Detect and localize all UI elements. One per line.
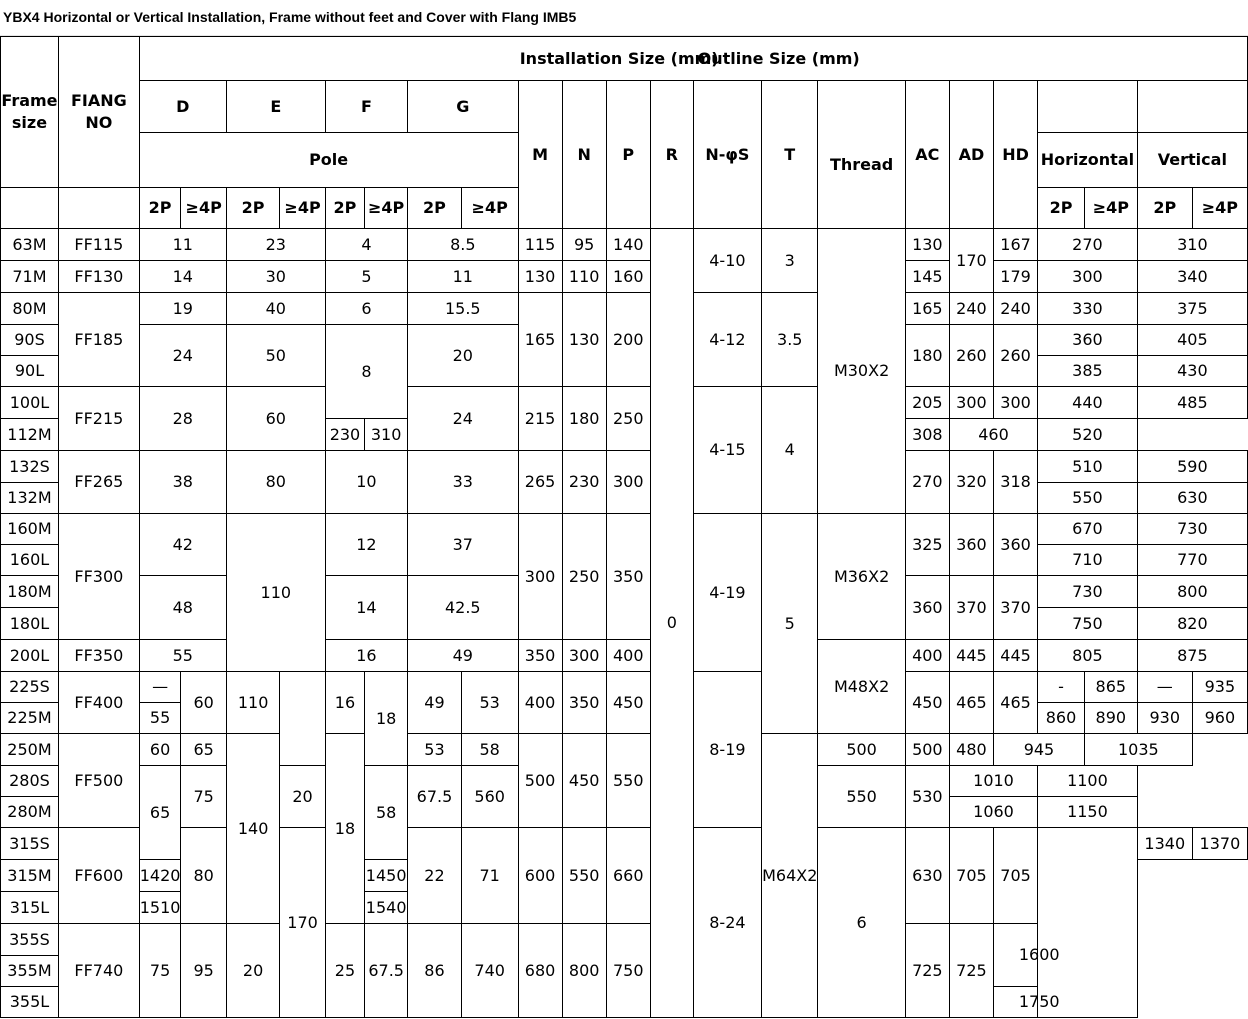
table-row — [1, 672, 1248, 703]
cell-frame: 132S — [1, 451, 59, 483]
cell-e: 110 — [226, 514, 325, 672]
cell-ac: 145 — [905, 261, 949, 293]
cell-n: 250 — [562, 514, 606, 640]
header-G-4p: ≥4P — [461, 188, 518, 229]
cell-v4: 935 — [1192, 672, 1247, 703]
cell-f: 5 — [325, 261, 407, 293]
cell-thread: M48X2 — [818, 640, 905, 734]
cell-d2: 60 — [139, 734, 181, 766]
header-T: T — [762, 81, 818, 229]
cell-horizontal: 300 — [1038, 261, 1138, 293]
cell-f2: 20 — [226, 924, 279, 1018]
cell-vertical: 1600 — [994, 924, 1085, 987]
cell-g4: 86 — [408, 924, 462, 1018]
cell-n: 180 — [562, 387, 606, 451]
cell-vertical: 485 — [1137, 387, 1247, 419]
cell-g: 24 — [408, 387, 518, 451]
cell-v4: 960 — [1192, 703, 1247, 734]
cell-horizontal: 510 — [1038, 451, 1138, 483]
cell-h2: - — [1038, 672, 1085, 703]
cell-f4: 25 — [325, 924, 364, 1018]
cell-d2: 55 — [139, 703, 181, 734]
table-row — [1, 229, 1248, 261]
cell-g: 37 — [408, 514, 518, 576]
cell-p: 400 — [606, 640, 650, 672]
cell-v2: 1510 — [139, 892, 181, 924]
cell-ad: 300 — [949, 387, 993, 419]
header-AC: AC — [905, 81, 949, 229]
cell-g2: 49 — [408, 672, 462, 734]
cell-frame: 180M — [1, 576, 59, 608]
cell-flange: FF600 — [58, 828, 139, 924]
cell-flange: FF500 — [58, 734, 139, 828]
cell-hd: 360 — [994, 514, 1038, 576]
cell-f2: 16 — [325, 672, 364, 734]
cell-ac: 180 — [905, 325, 949, 387]
cell-vertical: 520 — [1038, 419, 1138, 451]
cell-n: 95 — [562, 229, 606, 261]
cell-horizontal: 750 — [1038, 608, 1138, 640]
cell-n: 550 — [562, 828, 606, 924]
cell-ac: 750 — [606, 924, 650, 1018]
cell-f: 4 — [325, 229, 407, 261]
header-n-phi-s: N-φS — [693, 81, 761, 229]
header-flange-no: FIANG NO — [58, 37, 139, 188]
cell-hd: 260 — [994, 325, 1038, 387]
cell-vertical: 430 — [1137, 356, 1247, 387]
cell-horizontal: 670 — [1038, 514, 1138, 545]
cell-frame: 90S — [1, 325, 59, 356]
cell-d: 14 — [139, 261, 226, 293]
cell-hd: 445 — [994, 640, 1038, 672]
cell-ad: 465 — [949, 672, 993, 734]
header-V-2p: 2P — [1137, 188, 1192, 229]
cell-horizontal: 360 — [1038, 325, 1138, 356]
cell-f: 12 — [325, 514, 407, 576]
cell-frame: 315S — [1, 828, 59, 860]
cell-v4: 1450 — [365, 860, 408, 892]
cell-g: 8.5 — [408, 229, 518, 261]
cell-hd: 370 — [994, 576, 1038, 640]
cell-vertical: 1100 — [1038, 766, 1138, 797]
cell-d2: — — [139, 672, 181, 703]
cell-f4: 20 — [280, 766, 325, 828]
header-R: R — [650, 81, 693, 229]
cell-r: 0 — [650, 229, 693, 1018]
cell-d2: 75 — [139, 924, 181, 1018]
cell-d4: 65 — [181, 734, 226, 766]
cell-nphis: 8-24 — [693, 828, 761, 1018]
cell-ad: 310 — [365, 419, 408, 451]
cell-frame: 80M — [1, 293, 59, 325]
cell-flange: FF300 — [58, 514, 139, 640]
header-pole: Pole — [139, 133, 518, 188]
cell-frame: 90L — [1, 356, 59, 387]
cell-p: 300 — [606, 451, 650, 514]
cell-f4: 18 — [365, 672, 408, 766]
cell-nphis: 4-12 — [693, 293, 761, 387]
cell-horizontal: 730 — [1038, 576, 1138, 608]
cell-h4: 865 — [1084, 672, 1137, 703]
cell-g4: 67.5 — [408, 766, 462, 828]
cell-t: 4 — [762, 387, 818, 514]
cell-frame: 132M — [1, 483, 59, 514]
cell-t: 5 — [762, 514, 818, 734]
cell-t: 3.5 — [762, 293, 818, 387]
cell-frame: 160M — [1, 514, 59, 545]
cell-hd: 308 — [905, 419, 949, 451]
cell-m: 130 — [518, 261, 562, 293]
header-horizontal: Horizontal — [1038, 133, 1138, 188]
cell-p: 140 — [606, 229, 650, 261]
cell-hd: 480 — [949, 734, 993, 766]
cell-hd: 167 — [994, 229, 1038, 261]
cell-d: 55 — [139, 640, 226, 672]
cell-h2: 860 — [1038, 703, 1085, 734]
cell-m: 600 — [518, 828, 562, 924]
cell-v2: — — [1137, 672, 1192, 703]
spec-table — [0, 36, 1248, 1018]
cell-h4: 890 — [1084, 703, 1137, 734]
header-frame-cont — [1, 188, 59, 229]
cell-vertical: 820 — [1137, 608, 1247, 640]
cell-horizontal: 440 — [1038, 387, 1138, 419]
cell-d: 24 — [139, 325, 226, 387]
cell-hd: 530 — [905, 766, 949, 828]
header-thread: Thread — [818, 81, 905, 229]
cell-p: 160 — [606, 261, 650, 293]
cell-g: 20 — [408, 325, 518, 387]
cell-g2: 58 — [365, 766, 408, 860]
cell-flange: FF130 — [58, 261, 139, 293]
cell-flange: FF215 — [58, 387, 139, 451]
cell-d4: 95 — [181, 924, 226, 1018]
cell-g: 49 — [408, 640, 518, 672]
cell-vertical: 630 — [1137, 483, 1247, 514]
cell-vertical: 310 — [1137, 229, 1247, 261]
cell-horizontal: 1010 — [949, 766, 1037, 797]
cell-frame: 315L — [1, 892, 59, 924]
cell-hd: 725 — [949, 924, 993, 1018]
cell-ad: 445 — [949, 640, 993, 672]
cell-frame: 225S — [1, 672, 59, 703]
cell-v2: 1340 — [1137, 828, 1192, 860]
cell-hd: 465 — [994, 672, 1038, 734]
header-F: F — [325, 81, 407, 133]
table-row — [1, 387, 1248, 419]
cell-vertical: 340 — [1137, 261, 1247, 293]
header-F-2p: 2P — [325, 188, 364, 229]
cell-n: 680 — [518, 924, 562, 1018]
page-title: YBX4 Horizontal or Vertical Installation, Frame without feet and Cover with Flang IMB5 — [3, 9, 577, 25]
cell-horizontal: 460 — [949, 419, 1037, 451]
cell-f: 14 — [325, 576, 407, 640]
cell-g: 11 — [408, 261, 518, 293]
cell-ad: 170 — [949, 229, 993, 293]
cell-flange: FF115 — [58, 229, 139, 261]
header-D: D — [139, 81, 226, 133]
cell-e2: 140 — [226, 734, 279, 924]
cell-flange: FF185 — [58, 293, 139, 387]
cell-e4 — [280, 672, 325, 766]
cell-e4: 170 — [280, 828, 325, 1018]
cell-d: 11 — [139, 229, 226, 261]
cell-horizontal: 385 — [1038, 356, 1138, 387]
header-M: M — [518, 81, 562, 229]
cell-d: 19 — [139, 293, 226, 325]
cell-frame: 200L — [1, 640, 59, 672]
cell-horizontal: 805 — [1038, 640, 1138, 672]
cell-nphis: 8-19 — [693, 672, 761, 828]
cell-e2: 110 — [226, 672, 279, 734]
cell-t: 6 — [818, 828, 905, 1018]
cell-g: 15.5 — [408, 293, 518, 325]
cell-ac: 360 — [905, 576, 949, 640]
cell-frame: 280S — [1, 766, 59, 797]
cell-ad: 360 — [949, 514, 993, 576]
cell-frame: 355M — [1, 956, 59, 987]
header-frame-size: Frame size — [1, 37, 59, 188]
cell-hd: 300 — [994, 387, 1038, 419]
cell-m: 265 — [518, 451, 562, 514]
cell-frame: 225M — [1, 703, 59, 734]
header-D-4p: ≥4P — [181, 188, 226, 229]
cell-d4: 80 — [181, 828, 226, 924]
table-row — [1, 734, 1248, 766]
cell-g4: 71 — [461, 828, 518, 924]
cell-ac: 560 — [461, 766, 518, 828]
cell-hd: 318 — [994, 451, 1038, 514]
header-G-2p: 2P — [408, 188, 462, 229]
cell-frame: 315M — [1, 860, 59, 892]
header-N: N — [562, 81, 606, 229]
cell-nphis: 4-10 — [693, 229, 761, 293]
cell-p: 250 — [606, 387, 650, 451]
cell-horizontal: 270 — [1038, 229, 1138, 261]
cell-vertical: 590 — [1137, 451, 1247, 483]
table-row — [1, 293, 1248, 325]
cell-vertical: 770 — [1137, 545, 1247, 576]
cell-d4: 60 — [181, 672, 226, 734]
cell-m: 215 — [518, 387, 562, 451]
cell-m: 300 — [518, 514, 562, 640]
cell-ac: 450 — [905, 672, 949, 734]
cell-flange: FF350 — [58, 640, 139, 672]
cell-ac: 325 — [905, 514, 949, 576]
cell-e: 60 — [226, 387, 325, 451]
cell-frame: 160L — [1, 545, 59, 576]
cell-vertical: 875 — [1137, 640, 1247, 672]
cell-m: 115 — [518, 229, 562, 261]
cell-m: 400 — [518, 672, 562, 734]
header-AD: AD — [949, 81, 993, 229]
header-E: E — [226, 81, 325, 133]
header-P: P — [606, 81, 650, 229]
cell-e: 23 — [226, 229, 325, 261]
cell-frame: 100L — [1, 387, 59, 419]
header-H-2p: 2P — [1038, 188, 1085, 229]
cell-ac: 165 — [905, 293, 949, 325]
cell-hd: 705 — [994, 828, 1038, 924]
cell-p: 450 — [606, 672, 650, 734]
cell-v4: 1370 — [1192, 828, 1247, 860]
cell-v2: 930 — [1137, 703, 1192, 734]
header-G: G — [408, 81, 518, 133]
cell-frame: 250M — [1, 734, 59, 766]
cell-g4: 58 — [461, 734, 518, 766]
header-F-4p: ≥4P — [365, 188, 408, 229]
cell-m: 740 — [461, 924, 518, 1018]
table-row — [1, 828, 1248, 860]
cell-f: 16 — [325, 640, 407, 672]
cell-ad: 370 — [949, 576, 993, 640]
cell-ac: 230 — [325, 419, 364, 451]
cell-e: 40 — [226, 293, 325, 325]
cell-f4: 22 — [408, 828, 462, 924]
cell-g: 33 — [408, 451, 518, 514]
cell-ac: 130 — [905, 229, 949, 261]
cell-thread: M30X2 — [818, 229, 905, 514]
cell-horizontal: 550 — [1038, 483, 1138, 514]
header-D-2p: 2P — [139, 188, 181, 229]
cell-vertical: 730 — [1137, 514, 1247, 545]
header-E-2p: 2P — [226, 188, 279, 229]
cell-frame: 280M — [1, 797, 59, 828]
cell-frame: 71M — [1, 261, 59, 293]
cell-n: 350 — [562, 672, 606, 734]
cell-d: 28 — [139, 387, 226, 451]
cell-vertical: 800 — [1137, 576, 1247, 608]
table-row — [1, 514, 1248, 545]
cell-hd: 179 — [994, 261, 1038, 293]
cell-e: 50 — [226, 325, 325, 387]
cell-d2: 65 — [139, 766, 181, 860]
cell-t: 3 — [762, 229, 818, 293]
header-flange-cont — [58, 188, 139, 229]
cell-frame: 180L — [1, 608, 59, 640]
table-row — [1, 924, 1248, 956]
cell-frame: 355L — [1, 987, 59, 1018]
cell-ad: 260 — [949, 325, 993, 387]
cell-ac: 630 — [905, 828, 949, 924]
header-outline-size — [697, 37, 1248, 81]
header-E-4p: ≥4P — [280, 188, 325, 229]
cell-ad: 240 — [949, 293, 993, 325]
cell-ad: 500 — [905, 734, 949, 766]
cell-ad: 725 — [905, 924, 949, 1018]
cell-hd: 240 — [994, 293, 1038, 325]
cell-p: 660 — [606, 828, 650, 924]
cell-ad: 705 — [949, 828, 993, 924]
cell-d: 48 — [139, 576, 226, 640]
cell-ad: 550 — [818, 766, 905, 828]
cell-thread: M64X2 — [762, 734, 818, 1018]
cell-n: 130 — [562, 293, 606, 387]
cell-f: 8 — [325, 325, 407, 419]
header-HD: HD — [994, 81, 1038, 229]
cell-vertical: 375 — [1137, 293, 1247, 325]
cell-horizontal: 330 — [1038, 293, 1138, 325]
cell-d: 38 — [139, 451, 226, 514]
cell-flange: FF265 — [58, 451, 139, 514]
cell-g2: 67.5 — [365, 924, 408, 1018]
cell-n: 110 — [562, 261, 606, 293]
cell-frame: 112M — [1, 419, 59, 451]
cell-frame: 63M — [1, 229, 59, 261]
cell-horizontal: 945 — [994, 734, 1085, 766]
header-V-4p: ≥4P — [1192, 188, 1247, 229]
header-H-4p: ≥4P — [1084, 188, 1137, 229]
header-horizontal-blank — [1038, 81, 1138, 133]
cell-ac: 400 — [905, 640, 949, 672]
cell-f: 10 — [325, 451, 407, 514]
cell-flange: FF740 — [58, 924, 139, 1018]
cell-horizontal: 1060 — [949, 797, 1037, 828]
cell-p: 800 — [562, 924, 606, 1018]
cell-d: 42 — [139, 514, 226, 576]
cell-g: 42.5 — [408, 576, 518, 640]
cell-e: 80 — [226, 451, 325, 514]
cell-vertical: 1750 — [994, 987, 1085, 1018]
cell-v2: 1420 — [139, 860, 181, 892]
table-row — [1, 261, 1248, 293]
cell-frame: 355S — [1, 924, 59, 956]
cell-ac: 205 — [905, 387, 949, 419]
cell-d4: 75 — [181, 766, 226, 828]
cell-p: 350 — [606, 514, 650, 640]
cell-n: 450 — [562, 734, 606, 828]
installation-size-label: Installation Size (mm) — [519, 48, 719, 68]
cell-vertical: 1150 — [1038, 797, 1138, 828]
cell-thread: M36X2 — [818, 514, 905, 640]
table-row — [1, 640, 1248, 672]
cell-flange: FF400 — [58, 672, 139, 734]
cell-g2: 53 — [408, 734, 462, 766]
cell-p: 200 — [606, 293, 650, 387]
outline-size-label: Outline Size (mm) — [697, 48, 860, 68]
cell-m: 350 — [518, 640, 562, 672]
cell-v4: 1540 — [365, 892, 408, 924]
cell-m: 165 — [518, 293, 562, 387]
cell-m: 500 — [518, 734, 562, 828]
header-installation-size — [139, 37, 761, 81]
cell-vertical: 1035 — [1084, 734, 1192, 766]
cell-f2: 18 — [325, 734, 364, 924]
cell-ac: 500 — [818, 734, 905, 766]
cell-p: 550 — [606, 734, 650, 828]
cell-ac: 270 — [905, 451, 949, 514]
cell-nphis: 4-19 — [693, 514, 761, 672]
table-row — [1, 451, 1248, 483]
header-vertical-blank — [1137, 81, 1247, 133]
cell-f: 6 — [325, 293, 407, 325]
cell-g4: 53 — [461, 672, 518, 734]
cell-n: 230 — [562, 451, 606, 514]
cell-e: 30 — [226, 261, 325, 293]
cell-ad: 320 — [949, 451, 993, 514]
cell-n: 300 — [562, 640, 606, 672]
cell-nphis: 4-15 — [693, 387, 761, 514]
cell-vertical: 405 — [1137, 325, 1247, 356]
header-vertical: Vertical — [1137, 133, 1247, 188]
cell-horizontal: 710 — [1038, 545, 1138, 576]
